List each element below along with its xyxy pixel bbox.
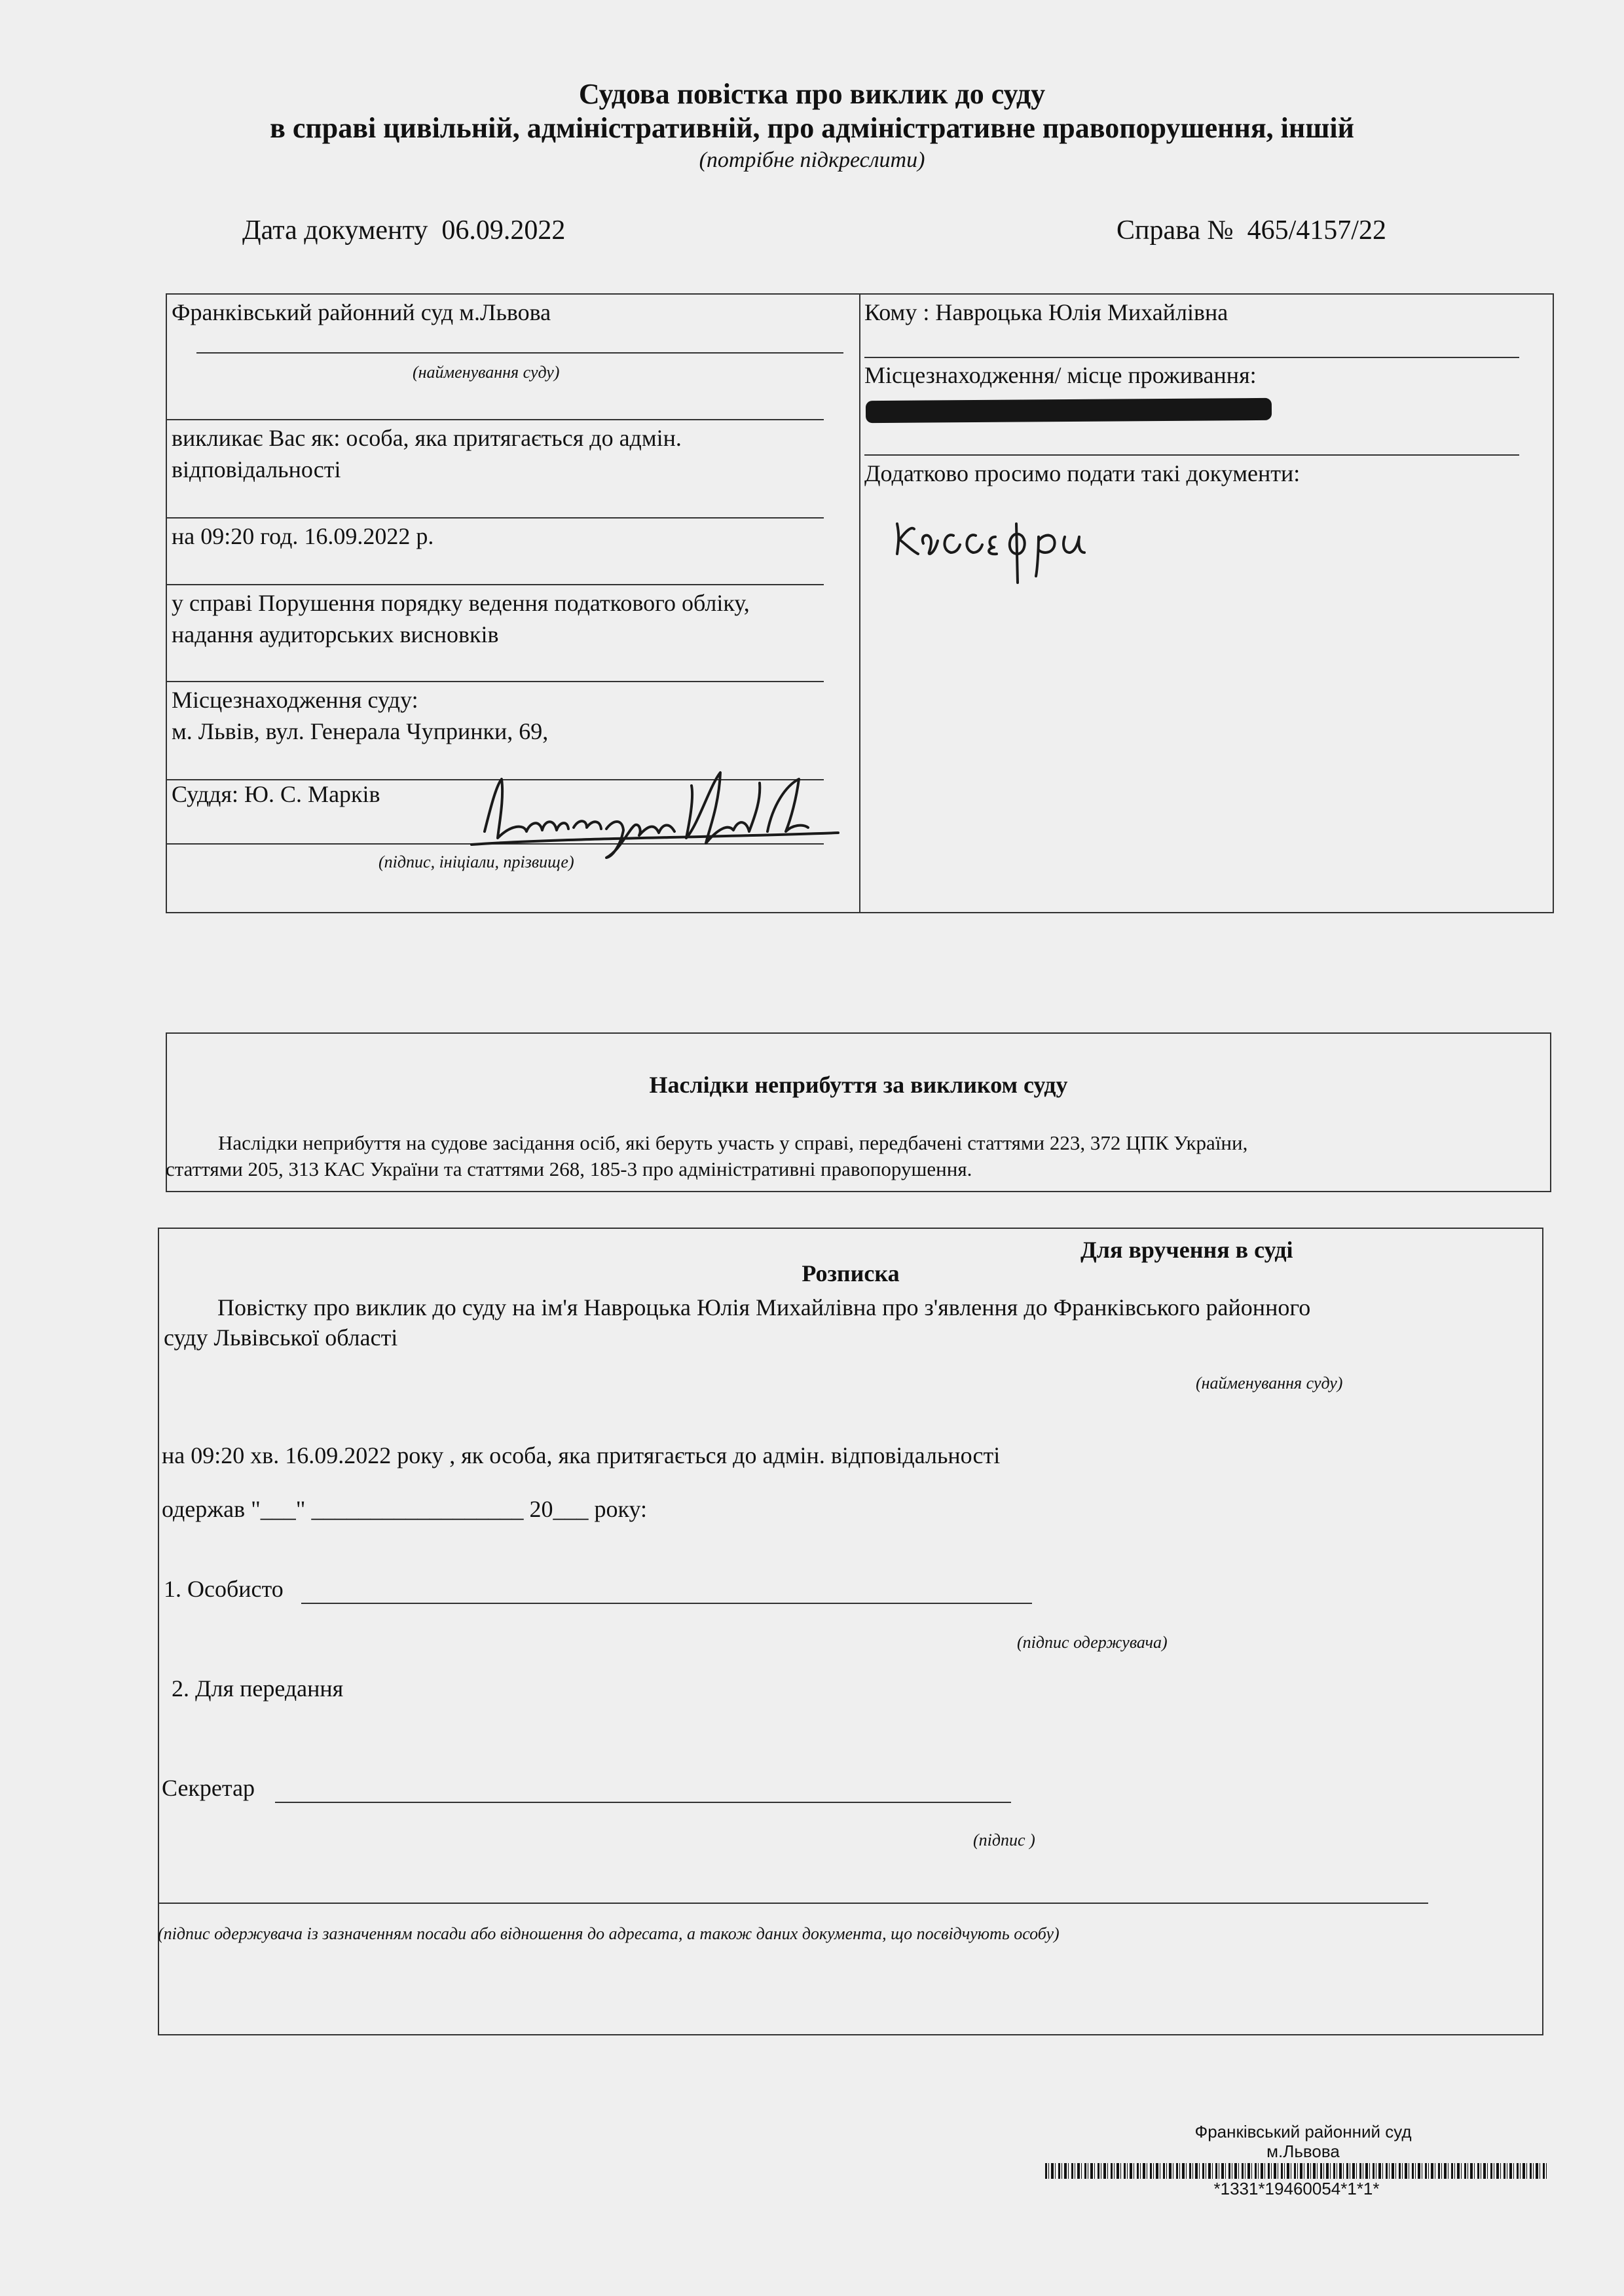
- consequences-text-line1: Наслідки неприбуття на судове засідання осіб, які беруть участь у справі, передбачені статтями 223, 372 ЦПК України,: [218, 1131, 1248, 1154]
- personal-label: 1. Особисто: [164, 1576, 284, 1602]
- court-name-caption: (найменування суду): [413, 363, 560, 382]
- title-line1: Судова повістка про виклик до суду: [578, 78, 1046, 110]
- footer-court-line2: м.Львова: [1266, 2141, 1340, 2161]
- handwritten-note: [891, 498, 1126, 596]
- consequences-text-line2: статтями 205, 313 КАС України та статтями 268, 185-3 про адміністративні правопорушення.: [166, 1157, 972, 1180]
- transfer-label: 2. Для передання: [172, 1675, 344, 1702]
- hearing-time: на 09:20 год. 16.09.2022 р.: [172, 523, 434, 549]
- receipt-title: Розписка: [802, 1260, 900, 1286]
- title-line2: в справі цивільній, адміністративній, про адміністративне правопорушення, іншій: [270, 112, 1354, 144]
- barcode-text: *1331*19460054*1*1*: [1213, 2179, 1380, 2198]
- doc-date: [242, 215, 565, 246]
- footer-court-line1: Франківський районний суд: [1194, 2122, 1412, 2141]
- receipt-court-caption: (найменування суду): [1196, 1374, 1343, 1393]
- doc-date-label: Дата документу: [242, 215, 428, 246]
- court-name-rule: [196, 352, 843, 354]
- recipient-sign-line[interactable]: [158, 1903, 1428, 1904]
- redacted-address: [866, 398, 1272, 423]
- court-location-value: м. Львів, вул. Генерала Чупринки, 69,: [172, 718, 549, 744]
- residence-rule: [864, 454, 1519, 456]
- personal-caption: (підпис одержувача): [1017, 1633, 1168, 1652]
- barcode: [1045, 2163, 1548, 2179]
- receipt-line1: Повістку про виклик до суду на ім'я Навроцька Юлія Михайлівна про з'явлення до Франківського районного: [217, 1294, 1311, 1321]
- court-location-label: Місцезнаходження суду:: [172, 687, 418, 713]
- secretary-sign-line[interactable]: [275, 1802, 1011, 1803]
- receipt-line2: суду Львівської області: [164, 1324, 398, 1351]
- personal-sign-line[interactable]: [301, 1603, 1032, 1604]
- judge-line: Суддя: Ю. С. Марків: [172, 781, 380, 807]
- secretary-label: Секретар: [162, 1775, 255, 1801]
- sign-caption: (підпис, ініціали, прізвище): [378, 852, 574, 871]
- consequences-title: Наслідки неприбуття за викликом суду: [649, 1072, 1068, 1098]
- received-line: одержав "___" __________________ 20___ року:: [162, 1496, 648, 1522]
- rule-1: [166, 419, 824, 420]
- residence-label: Місцезнаходження/ місце проживання:: [864, 362, 1257, 388]
- court-name: Франківський районний суд м.Львова: [172, 299, 551, 325]
- extra-docs-label: Додатково просимо подати такі документи:: [864, 460, 1301, 486]
- summons-line1: викликає Вас як: особа, яка притягається до адмін.: [172, 425, 682, 451]
- case-number: [1116, 215, 1386, 246]
- recipient-line: Кому : Навроцька Юлія Михайлівна: [864, 299, 1228, 325]
- case-number-label: Справа №: [1116, 215, 1234, 246]
- receipt-time-line: на 09:20 хв. 16.09.2022 року , як особа, яка притягається до адмін. відповідальності: [162, 1442, 1001, 1468]
- recipient-caption: (підпис одержувача із зазначенням посади або відношення до адресата, а також даних документа, що посвідчують особу): [158, 1924, 1060, 1943]
- case-subject-line1: у справі Порушення порядку ведення податкового обліку,: [172, 590, 750, 616]
- title-note: (потрібне підкреслити): [699, 148, 925, 172]
- rule-3: [166, 584, 824, 585]
- summons-line2: відповідальності: [172, 456, 341, 483]
- rule-2: [166, 517, 824, 519]
- recipient-rule: [864, 357, 1519, 358]
- judge-signature: [458, 746, 851, 877]
- secretary-caption: (підпис ): [973, 1831, 1035, 1850]
- for-court-label: Для вручення в суді: [1080, 1237, 1293, 1263]
- table-divider: [859, 293, 860, 912]
- doc-date-value: 06.09.2022: [441, 215, 566, 246]
- case-number-value: 465/4157/22: [1247, 215, 1386, 246]
- case-subject-line2: надання аудиторських висновків: [172, 621, 499, 647]
- rule-4: [166, 681, 824, 682]
